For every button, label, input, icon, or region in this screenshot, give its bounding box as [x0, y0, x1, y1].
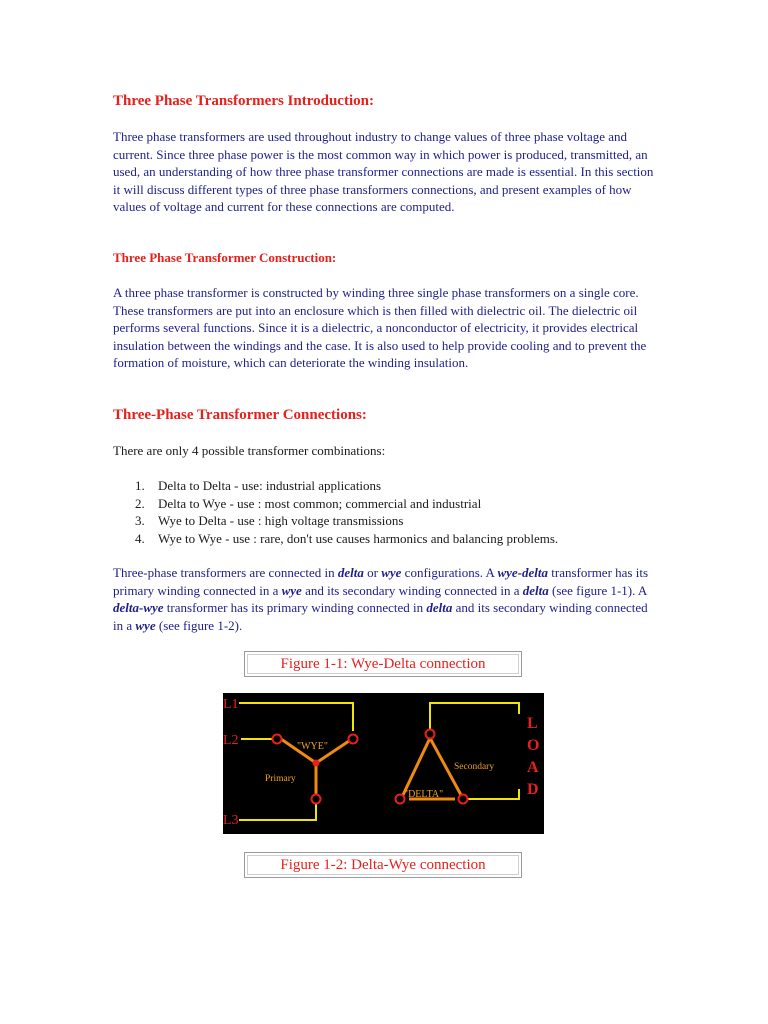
svg-text:O: O — [527, 737, 540, 754]
connections-heading: Three-Phase Transformer Connections: — [113, 407, 367, 423]
load-bottom-line — [468, 789, 519, 799]
primary-label: Primary — [265, 774, 296, 784]
figure-1-caption: Figure 1-1: Wye-Delta connection — [244, 651, 522, 677]
svg-text:L: L — [527, 715, 538, 732]
construction-paragraph: A three phase transformer is constructed by winding three single phase transformers on a single core. These transformers are put into an enclosure which is then filled with dielectric oil. The dielectric oil performs several functions. Since it is a dielectric, a nonconductor of electricity, it provides electrical insulation between the windings and the case. It is also used to help provide cooling and to prevent the formation of moisture, which can deteriorate the winding insulation. — [113, 285, 647, 370]
delta-label: "DELTA" — [404, 789, 444, 800]
intro-heading: Three Phase Transformers Introduction: — [113, 93, 374, 109]
l3-label: L3 — [223, 813, 239, 828]
list-item: 4. Wye to Wye - use : rare, don't use causes harmonics and balancing problems. — [135, 530, 559, 546]
intro-paragraph: Three phase transformers are used throughout industry to change values of three phase voltage and current. Since three phase power is the most common way in which power is produced, transmitted, an used, an understanding of how three phase transformer connections are made is essential. In this section it will discuss different types of three phase transformers connections, and present examples of how values of voltage and current for these connections are computed. — [113, 129, 654, 214]
combinations-intro: There are only 4 possible transformer combinations: — [113, 443, 386, 458]
wye-terminal-l2 — [273, 735, 282, 744]
wye-neutral-node — [313, 760, 320, 767]
wye-delta-diagram — [223, 693, 544, 834]
l2-label: L2 — [223, 733, 239, 748]
wye-terminal-l1 — [349, 735, 358, 744]
delta-terminal-right — [459, 795, 468, 804]
figure-2-caption: Figure 1-2: Delta-Wye connection — [244, 852, 522, 878]
delta-terminal-top — [426, 730, 435, 739]
l1-line — [239, 703, 353, 731]
wye-label: "WYE" — [297, 741, 328, 752]
l1-label: L1 — [223, 697, 239, 712]
svg-text:D: D — [527, 781, 539, 798]
list-item: 1. Delta to Delta - use: industrial applications — [135, 478, 382, 493]
secondary-label: Secondary — [454, 762, 495, 772]
svg-text:A: A — [527, 759, 539, 776]
load-top-line — [430, 703, 519, 731]
construction-heading: Three Phase Transformer Construction: — [113, 250, 337, 265]
connections-paragraph: Three-phase transformers are connected in delta or wye configurations. A wye-delta transformer has its primary winding connected in a wye and its secondary winding connected in a delta (see figure 1-1). A delta-wye transformer has its primary winding connected in delta and its secondary winding connected in a wye (see figure 1-2). — [113, 565, 649, 633]
wye-terminal-l3 — [312, 795, 321, 804]
list-item: 3. Wye to Delta - use : high voltage transmissions — [135, 513, 404, 528]
l3-line — [239, 803, 316, 820]
list-item: 2. Delta to Wye - use : most common; commercial and industrial — [135, 495, 482, 511]
combinations-list — [113, 477, 558, 547]
load-label — [527, 715, 539, 798]
